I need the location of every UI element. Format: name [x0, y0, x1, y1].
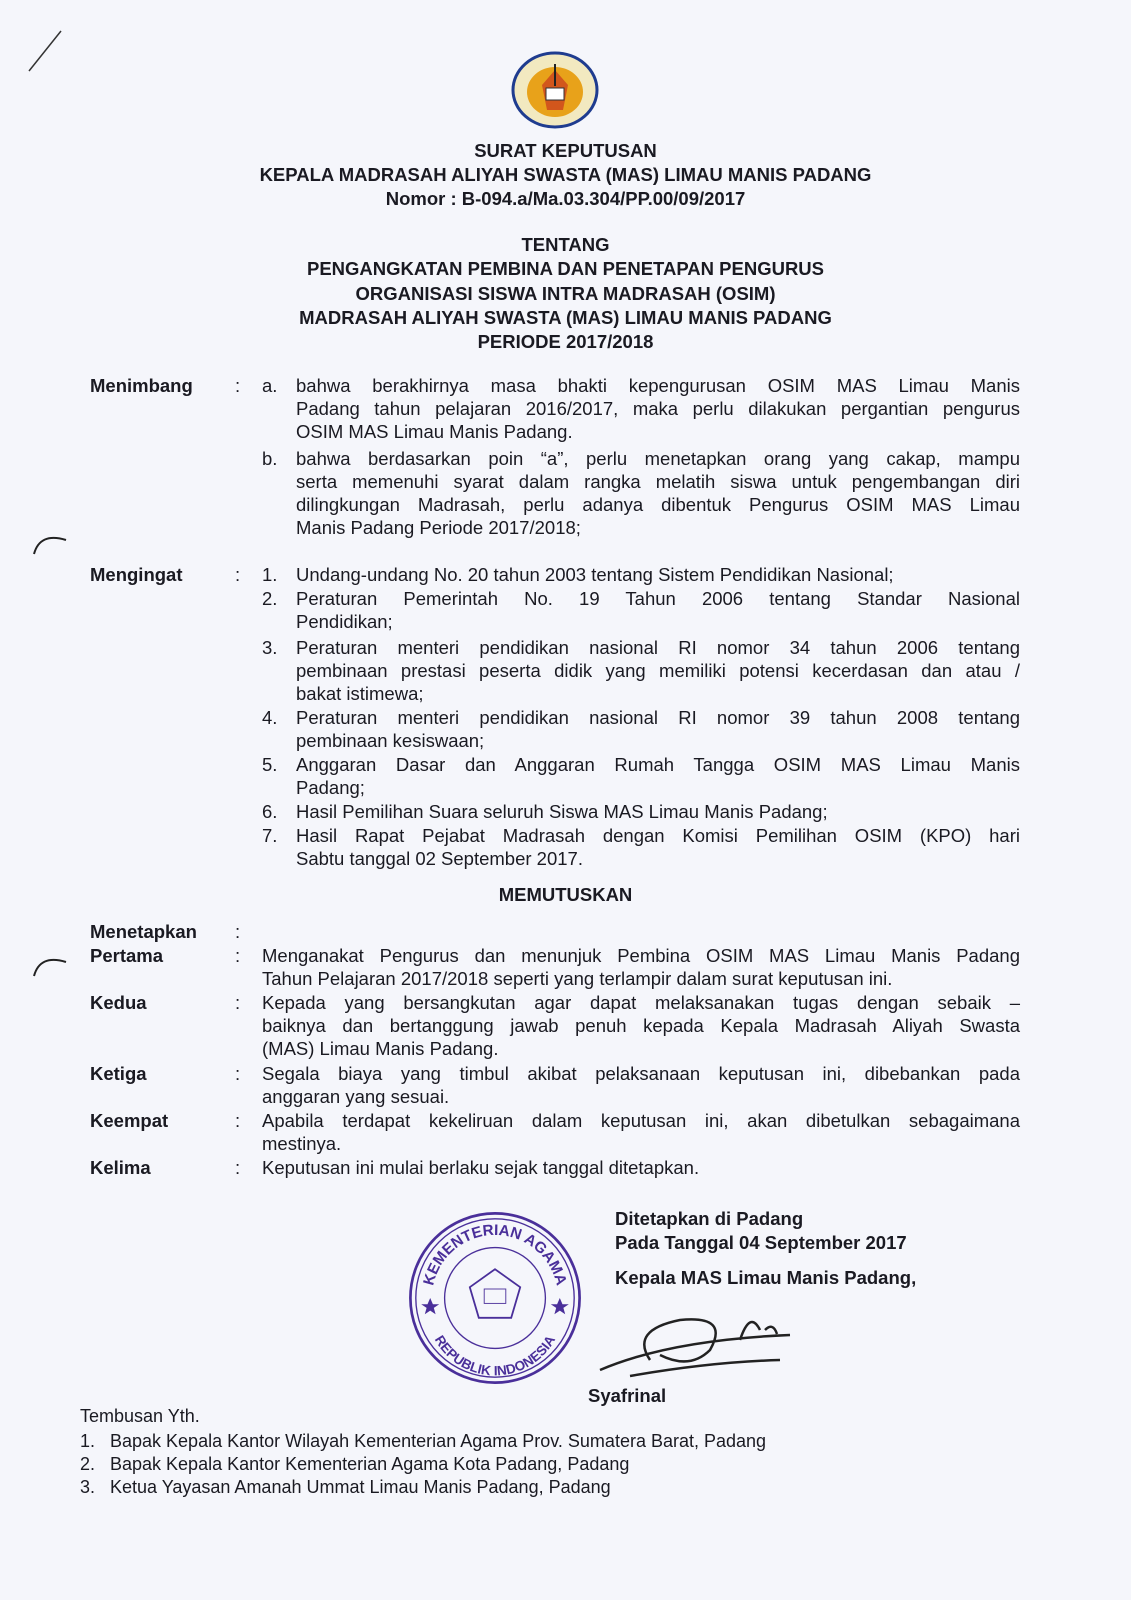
memutuskan-heading: MEMUTUSKAN [498, 884, 633, 905]
menimbang-label: Menimbang [90, 375, 193, 396]
document-number: Nomor : B-094.a/Ma.03.304/PP.00/09/2017 [385, 188, 746, 209]
item-number: 6. [262, 801, 278, 822]
decision-text [262, 991, 1020, 1060]
item-number: 4. [262, 707, 278, 728]
text-line: OSIM MAS Limau Manis Padang. [296, 421, 573, 442]
mengingat-item [296, 706, 1020, 752]
text-line: Undang-undang No. 20 tahun 2003 tentang Sistem Pendidikan Nasional; [296, 564, 894, 585]
mengingat-item [296, 587, 1020, 633]
issuer-title: KEPALA MADRASAH ALIYAH SWASTA (MAS) LIMAU MANIS PADANG [259, 164, 872, 185]
text-line: Peraturan menteri pendidikan nasional RI nomor 39 tahun 2008 tentang [296, 707, 1020, 728]
cc-title: Tembusan Yth. [80, 1406, 200, 1426]
item-number: 2. [262, 588, 278, 609]
text-line: Hasil Rapat Pejabat Madrasah dengan Komisi Pemilihan OSIM (KPO) hari [296, 825, 1020, 846]
text-line: serta memenuhi syarat dalam rangka melatih siswa untuk pengembangan diri [296, 471, 1020, 492]
item-number: b. [262, 448, 278, 469]
decision-label: Kedua [90, 992, 147, 1013]
item-number: 5. [262, 754, 278, 775]
text-line: Peraturan Pemerintah No. 19 Tahun 2006 tentang Standar Nasional [296, 588, 1020, 609]
text-line: Anggaran Dasar dan Anggaran Rumah Tangga OSIM MAS Limau Manis [296, 754, 1020, 775]
cc-item-number: 2. [80, 1454, 96, 1474]
text-line: bahwa berakhirnya masa bhakti kepengurusan OSIM MAS Limau Manis [296, 375, 1020, 396]
text-line: Tahun Pelajaran 2017/2018 seperti yang terlampir dalam surat keputusan ini. [262, 968, 893, 989]
text-line: Segala biaya yang timbul akibat pelaksanaan keputusan ini, dibebankan pada [262, 1063, 1020, 1084]
menetapkan-label: Menetapkan [90, 921, 197, 942]
decision-text [262, 944, 1020, 990]
text-line: Manis Padang Periode 2017/2018; [296, 517, 581, 538]
colon: : [235, 921, 241, 942]
punch-hole-mark [30, 950, 70, 980]
menimbang-item [296, 447, 1020, 539]
text-line: anggaran yang sesuai. [262, 1086, 450, 1107]
about-line: PERIODE 2017/2018 [477, 331, 654, 352]
text-line: dilingkungan Madrasah, perlu adanya dibentuk Pengurus OSIM MAS Limau [296, 494, 1020, 515]
about-line: ORGANISASI SISWA INTRA MADRASAH (OSIM) [355, 283, 776, 304]
text-line: Padang; [296, 777, 365, 798]
document-title: SURAT KEPUTUSAN [474, 140, 657, 161]
colon: : [235, 375, 241, 396]
colon: : [235, 992, 241, 1013]
mengingat-item [296, 753, 1020, 799]
cc-item-text: Bapak Kepala Kantor Kementerian Agama Kota Padang, Padang [110, 1454, 630, 1474]
colon: : [235, 1157, 241, 1178]
handwritten-signature [590, 1300, 810, 1380]
cc-item [80, 1453, 629, 1475]
colon: : [235, 564, 241, 585]
colon: : [235, 1063, 241, 1084]
text-line: (MAS) Limau Manis Padang. [262, 1038, 499, 1059]
text-line: baiknya dan bertanggung jawab penuh kepada Kepala Madrasah Aliyah Swasta [262, 1015, 1020, 1036]
text-line: mestinya. [262, 1133, 342, 1154]
text-line: Keputusan ini mulai berlaku sejak tanggal ditetapkan. [262, 1157, 700, 1178]
decision-label: Keempat [90, 1110, 169, 1131]
item-number: 7. [262, 825, 278, 846]
svg-text:KEMENTERIAN AGAMA: KEMENTERIAN AGAMA [420, 1221, 570, 1288]
text-line: Sabtu tanggal 02 September 2017. [296, 848, 583, 869]
text-line: Apabila terdapat kekeliruan dalam keputusan ini, akan dibetulkan sebagaimana [262, 1110, 1020, 1131]
mengingat-item [296, 800, 1020, 823]
mengingat-label: Mengingat [90, 564, 183, 585]
foundation-logo [510, 50, 600, 130]
text-line: bakat istimewa; [296, 683, 424, 704]
cc-item-number: 3. [80, 1477, 96, 1497]
text-line: Kepada yang bersangkutan agar dapat melaksanakan tugas dengan sebaik – [262, 992, 1020, 1013]
signatory-name: Syafrinal [588, 1385, 667, 1406]
text-line: pembinaan kesiswaan; [296, 730, 485, 751]
menimbang-item [296, 374, 1020, 443]
cc-item-text: Bapak Kepala Kantor Wilayah Kementerian Agama Prov. Sumatera Barat, Padang [110, 1431, 767, 1451]
cc-item-text: Ketua Yayasan Amanah Ummat Limau Manis Padang, Padang [110, 1477, 611, 1497]
mengingat-item [296, 636, 1020, 705]
mengingat-item [296, 563, 1020, 586]
decision-text [262, 1062, 1020, 1108]
text-line: Hasil Pemilihan Suara seluruh Siswa MAS Limau Manis Padang; [296, 801, 828, 822]
item-number: 1. [262, 564, 278, 585]
signature-position: Kepala MAS Limau Manis Padang, [615, 1267, 917, 1288]
text-line: Pendidikan; [296, 611, 393, 632]
decision-label: Kelima [90, 1157, 151, 1178]
text-line: Peraturan menteri pendidikan nasional RI nomor 34 tahun 2006 tentang [296, 637, 1020, 658]
colon: : [235, 945, 241, 966]
decision-label: Ketiga [90, 1063, 147, 1084]
item-number: 3. [262, 637, 278, 658]
official-stamp [405, 1208, 585, 1388]
text-line: Padang tahun pelajaran 2016/2017, maka perlu dilakukan pergantian pengurus [296, 398, 1020, 419]
decision-label: Pertama [90, 945, 164, 966]
cc-item [80, 1430, 766, 1452]
signature-place: Ditetapkan di Padang [615, 1208, 804, 1229]
punch-hole-mark [30, 528, 70, 558]
cc-item-number: 1. [80, 1431, 96, 1451]
pen-stroke-mark [25, 25, 65, 75]
item-number: a. [262, 375, 278, 396]
decision-text [262, 1109, 1020, 1155]
about-line: MADRASAH ALIYAH SWASTA (MAS) LIMAU MANIS PADANG [299, 307, 832, 328]
text-line: pembinaan prestasi peserta didik yang memiliki potensi kecerdasan dan atau / [296, 660, 1020, 681]
svg-text:REPUBLIK INDONESIA: REPUBLIK INDONESIA [431, 1332, 559, 1379]
mengingat-item [296, 824, 1020, 870]
text-line: bahwa berdasarkan poin “a”, perlu menetapkan orang yang cakap, mampu [296, 448, 1020, 469]
cc-item [80, 1476, 611, 1498]
text-line: Menganakat Pengurus dan menunjuk Pembina OSIM MAS Limau Manis Padang [262, 945, 1020, 966]
about-heading: TENTANG [521, 234, 610, 255]
about-line: PENGANGKATAN PEMBINA DAN PENETAPAN PENGURUS [307, 258, 824, 279]
colon: : [235, 1110, 241, 1131]
signature-date: Pada Tanggal 04 September 2017 [615, 1232, 907, 1253]
decision-text [262, 1156, 1020, 1179]
